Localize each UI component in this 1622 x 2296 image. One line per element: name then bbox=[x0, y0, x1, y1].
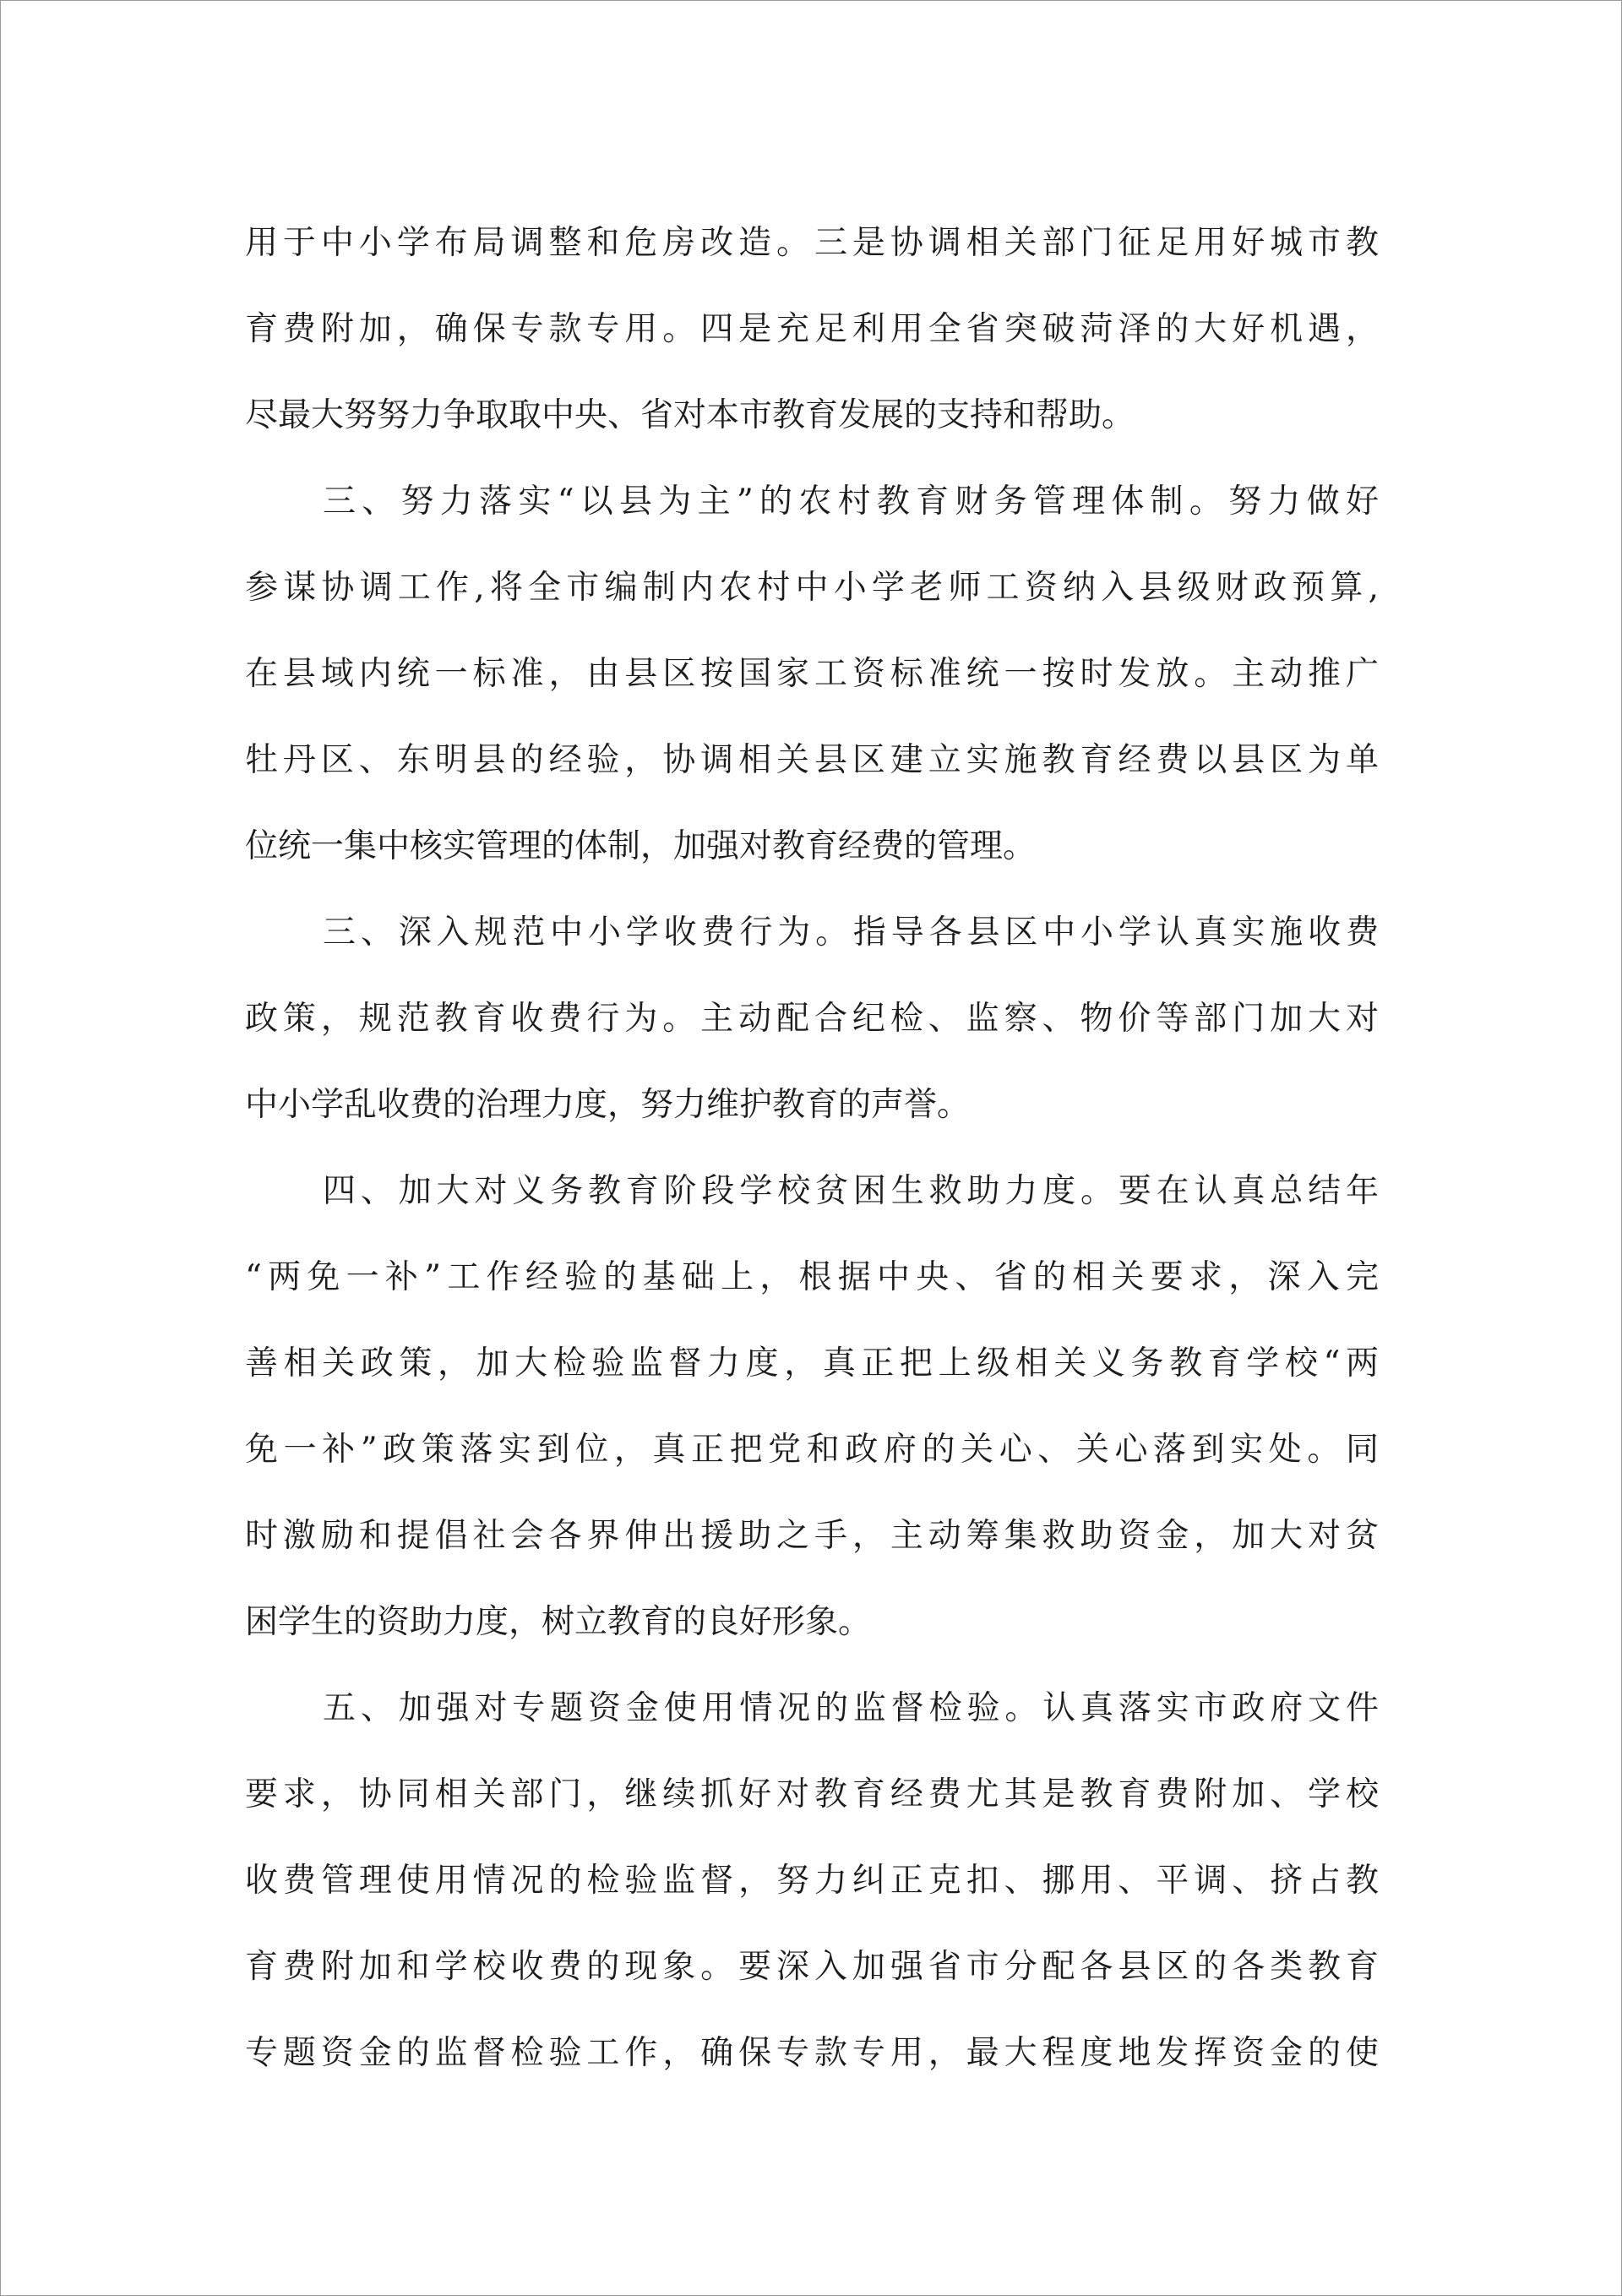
document-body bbox=[245, 200, 1379, 2097]
paragraph-heading-line: 三、努力落实“以县为主”的农村教育财务管理体制。努力做好 bbox=[323, 483, 1379, 521]
paragraph-heading-line: 三、深入规范中小学收费行为。指导各县区中小学认真实施收费 bbox=[323, 913, 1379, 952]
text-line: 善相关政策，加大检验监督力度，真正把上级相关义务教育学校“两 bbox=[245, 1344, 1379, 1383]
text-line: 在县域内统一标准，由县区按国家工资标准统一按时发放。主动推广 bbox=[245, 655, 1379, 693]
text-line: 政策，规范教育收费行为。主动配合纪检、监察、物价等部门加大对 bbox=[245, 1000, 1379, 1038]
text-line: 育费附加，确保专款专用。四是充足利用全省突破菏泽的大好机遇， bbox=[245, 310, 1379, 348]
text-line: 收费管理使用情况的检验监督，努力纠正克扣、挪用、平调、挤占教 bbox=[245, 1862, 1379, 1900]
text-line: 用于中小学布局调整和危房改造。三是协调相关部门征足用好城市教 bbox=[245, 224, 1379, 262]
text-line: 要求，协同相关部门，继续抓好对教育经费尤其是教育费附加、学校 bbox=[245, 1775, 1379, 1813]
paragraph-heading-line: 四、加大对义务教育阶段学校贫困生救助力度。要在认真总结年 bbox=[323, 1172, 1379, 1210]
text-line: 专题资金的监督检验工作，确保专款专用，最大程度地发挥资金的使 bbox=[245, 2034, 1379, 2072]
text-line: 免一补”政策落实到位，真正把党和政府的关心、关心落到实处。同 bbox=[245, 1431, 1379, 1469]
text-line: 困学生的资助力度，树立教育的良好形象。 bbox=[245, 1603, 872, 1641]
text-line: 牡丹区、东明县的经验，协调相关县区建立实施教育经费以县区为单 bbox=[245, 741, 1379, 779]
paragraph-heading-line: 五、加强对专题资金使用情况的监督检验。认真落实市政府文件 bbox=[323, 1689, 1379, 1727]
text-line: 尽最大努努力争取取中央、省对本市教育发展的支持和帮助。 bbox=[245, 396, 1135, 434]
text-line: 育费附加和学校收费的现象。要深入加强省市分配各县区的各类教育 bbox=[245, 1948, 1379, 1986]
text-line: 位统一集中核实管理的体制，加强对教育经费的管理。 bbox=[245, 827, 1037, 865]
text-line: 时激励和提倡社会各界伸出援助之手，主动筹集救助资金，加大对贫 bbox=[245, 1517, 1379, 1555]
text-line: 参谋协调工作,将全市编制内农村中小学老师工资纳入县级财政预算, bbox=[245, 569, 1379, 607]
text-line: 中小学乱收费的治理力度，努力维护教育的声誉。 bbox=[245, 1086, 971, 1124]
text-line: “两免一补”工作经验的基础上，根据中央、省的相关要求，深入完 bbox=[245, 1258, 1379, 1296]
